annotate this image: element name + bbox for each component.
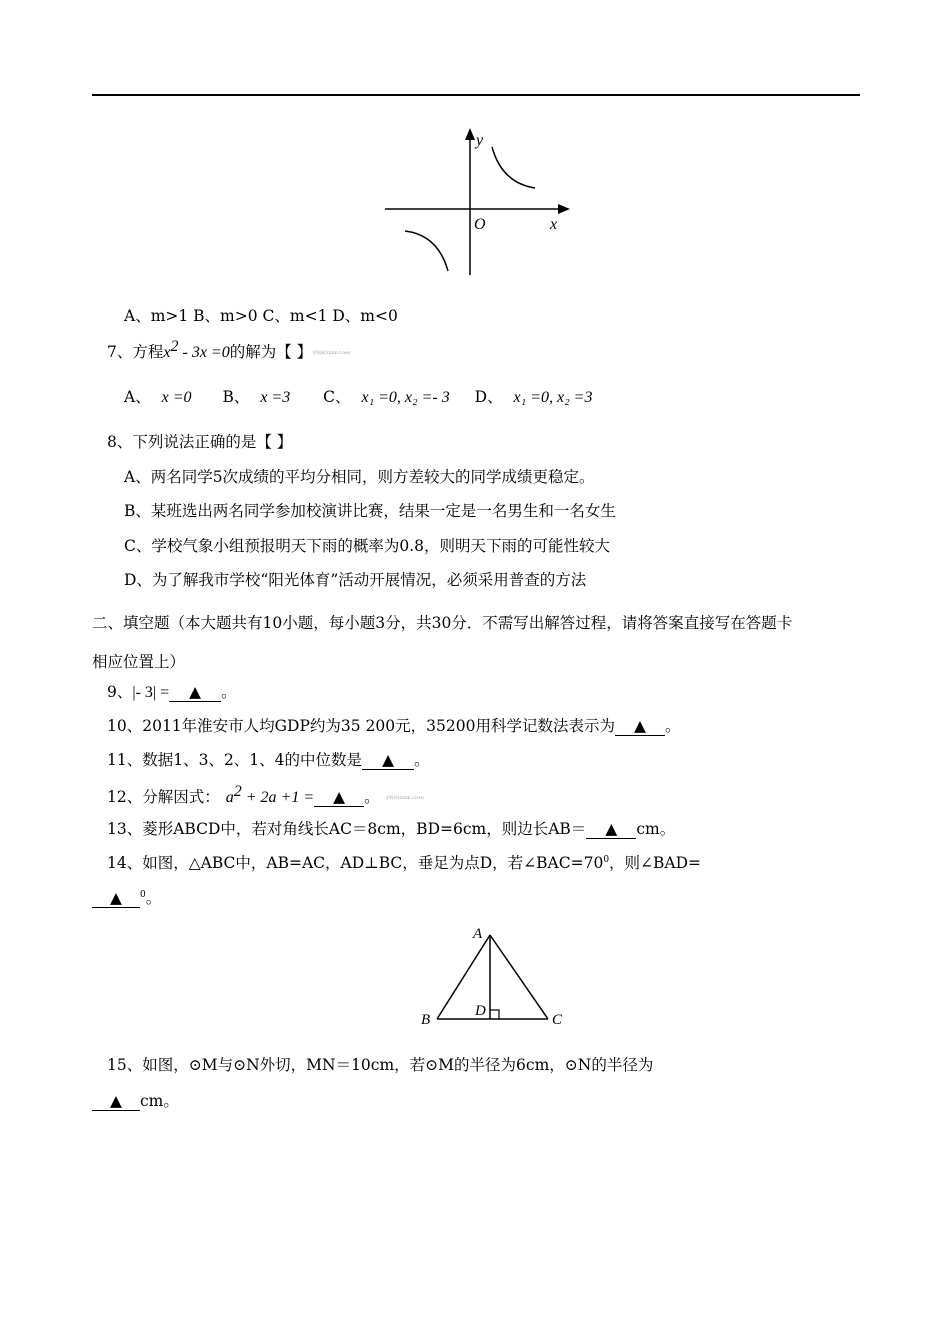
q12-prefix: 12、分解因式： [107,788,220,807]
q8-option-b: B、某班选出两名同学参加校演讲比赛，结果一定是一名男生和一名女生 [124,502,616,520]
q11-text: 11、数据1、3、2、1、4的中位数是 [107,751,363,769]
q7-prefix: 7、方程 [107,343,164,362]
triangle-figure [415,922,570,1032]
q14-degree-sup: 0 [603,854,610,865]
q12-watermark: 学科网(ZXXK.COM) [385,795,424,801]
q8-stem: 8、下列说法正确的是【 】 [107,433,293,451]
q7-equation-sup: 2 [170,338,179,355]
q14-line2-suffix: 。 [145,889,162,907]
q10-suffix: 。 [664,717,681,735]
vertex-b-label: B [421,1012,431,1028]
q7-equation-a: x [163,344,171,362]
q9-answer-blank: ▲ [169,684,221,702]
q7-equation-b: - 3x =0 [178,344,230,362]
q7-stem [107,338,350,362]
q11-answer-blank: ▲ [362,752,414,770]
q7-opt-b: x =3 [260,389,291,406]
q7-opt-a-label: A、 [124,388,151,406]
q14-line2 [92,886,161,908]
hyperbola-branch-lower [405,231,448,271]
q10 [107,714,680,736]
y-axis-label: y [476,132,484,149]
q13-text: 13、菱形ABCD中，若对角线长AC＝8cm，BD=6cm，则边长AB＝ [107,820,587,838]
q12-expr-b: + 2a +1 = [241,789,315,807]
q15-line2-suffix: cm。 [140,1092,179,1110]
q9-prefix: 9、 [107,683,133,701]
vertex-a-label: A [473,926,483,942]
q9 [107,680,237,702]
q14-text-b: ，则∠BAD= [609,854,702,872]
q7-opt-b-label: B、 [222,388,250,406]
q8-option-c: C、学校气象小组预报明天下雨的概率为0.8，则明天下雨的可能性较大 [124,537,611,555]
hyperbola-branch-upper [492,147,535,188]
q13 [107,817,675,839]
q14-text-a: 14、如图，△ABC中，AB=AC，AD⊥BC，垂足为点D，若∠BAC=70 [107,854,604,872]
q9-expr: |- 3| = [132,684,170,701]
q15-line1: 15、如图，⊙M与⊙N外切，MN＝10cm，若⊙M的半径为6cm，⊙N的半径为 [107,1056,654,1074]
x-axis-arrow [558,204,570,214]
x-axis-label: x [550,216,558,233]
q7-opt-c: x₁ =0, x₂ =- 3 [361,389,450,406]
origin-label: O [474,216,486,233]
q12-expr-a: a [225,789,234,807]
q12-suffix: 。 [364,788,380,807]
q7-opt-d-label: D、 [474,388,503,406]
q11 [107,748,430,770]
section2-heading-line1: 二、填空题（本大题共有10小题，每小题3分，共30分．不需写出解答过程，请将答案直接写在答题卡 [92,614,793,632]
q8-option-a: A、两名同学5次成绩的平均分相同，则方差较大的同学成绩更稳定。 [124,468,595,486]
q10-answer-blank: ▲ [615,718,665,736]
side-ac [490,935,548,1019]
hyperbola-graph [380,125,580,280]
section2-heading-line2: 相应位置上） [92,653,186,671]
q15-answer-blank: ▲ [92,1093,140,1111]
q11-suffix: 。 [414,751,430,769]
vertex-c-label: C [552,1012,563,1028]
q9-suffix: 。 [221,683,237,701]
q12-expr-sup: 2 [233,783,242,800]
q6-options: A、m>1 B、m>0 C、m<1 D、m<0 [124,307,398,325]
point-d-label: D [475,1003,486,1019]
q15-line2 [92,1089,179,1111]
q7-opt-d: x₁ =0, x₂ =3 [513,389,593,406]
q8-option-d: D、为了解我市学校“阳光体育”活动开展情况，必须采用普查的方法 [124,571,587,589]
q12 [107,783,424,807]
q14-line2-sup: 0 [140,889,146,900]
q13-answer-blank: ▲ [586,821,636,839]
header-rule [92,94,860,96]
q14-line1 [107,851,701,873]
q12-answer-blank: ▲ [314,789,364,807]
q13-suffix: cm。 [636,820,676,838]
q10-text: 10、2011年淮安市人均GDP约为35 200元，35200用科学记数法表示为 [107,717,615,735]
q7-suffix: 的解为【 】 [229,343,313,362]
q7-options [124,385,592,407]
y-axis-arrow [465,128,475,140]
q7-opt-c-label: C、 [323,388,351,406]
q7-watermark: 学科网(ZXXK.COM) [312,350,351,356]
right-angle-mark [490,1010,499,1019]
q7-opt-a: x =0 [161,389,192,406]
q14-answer-blank: ▲ [92,890,140,908]
